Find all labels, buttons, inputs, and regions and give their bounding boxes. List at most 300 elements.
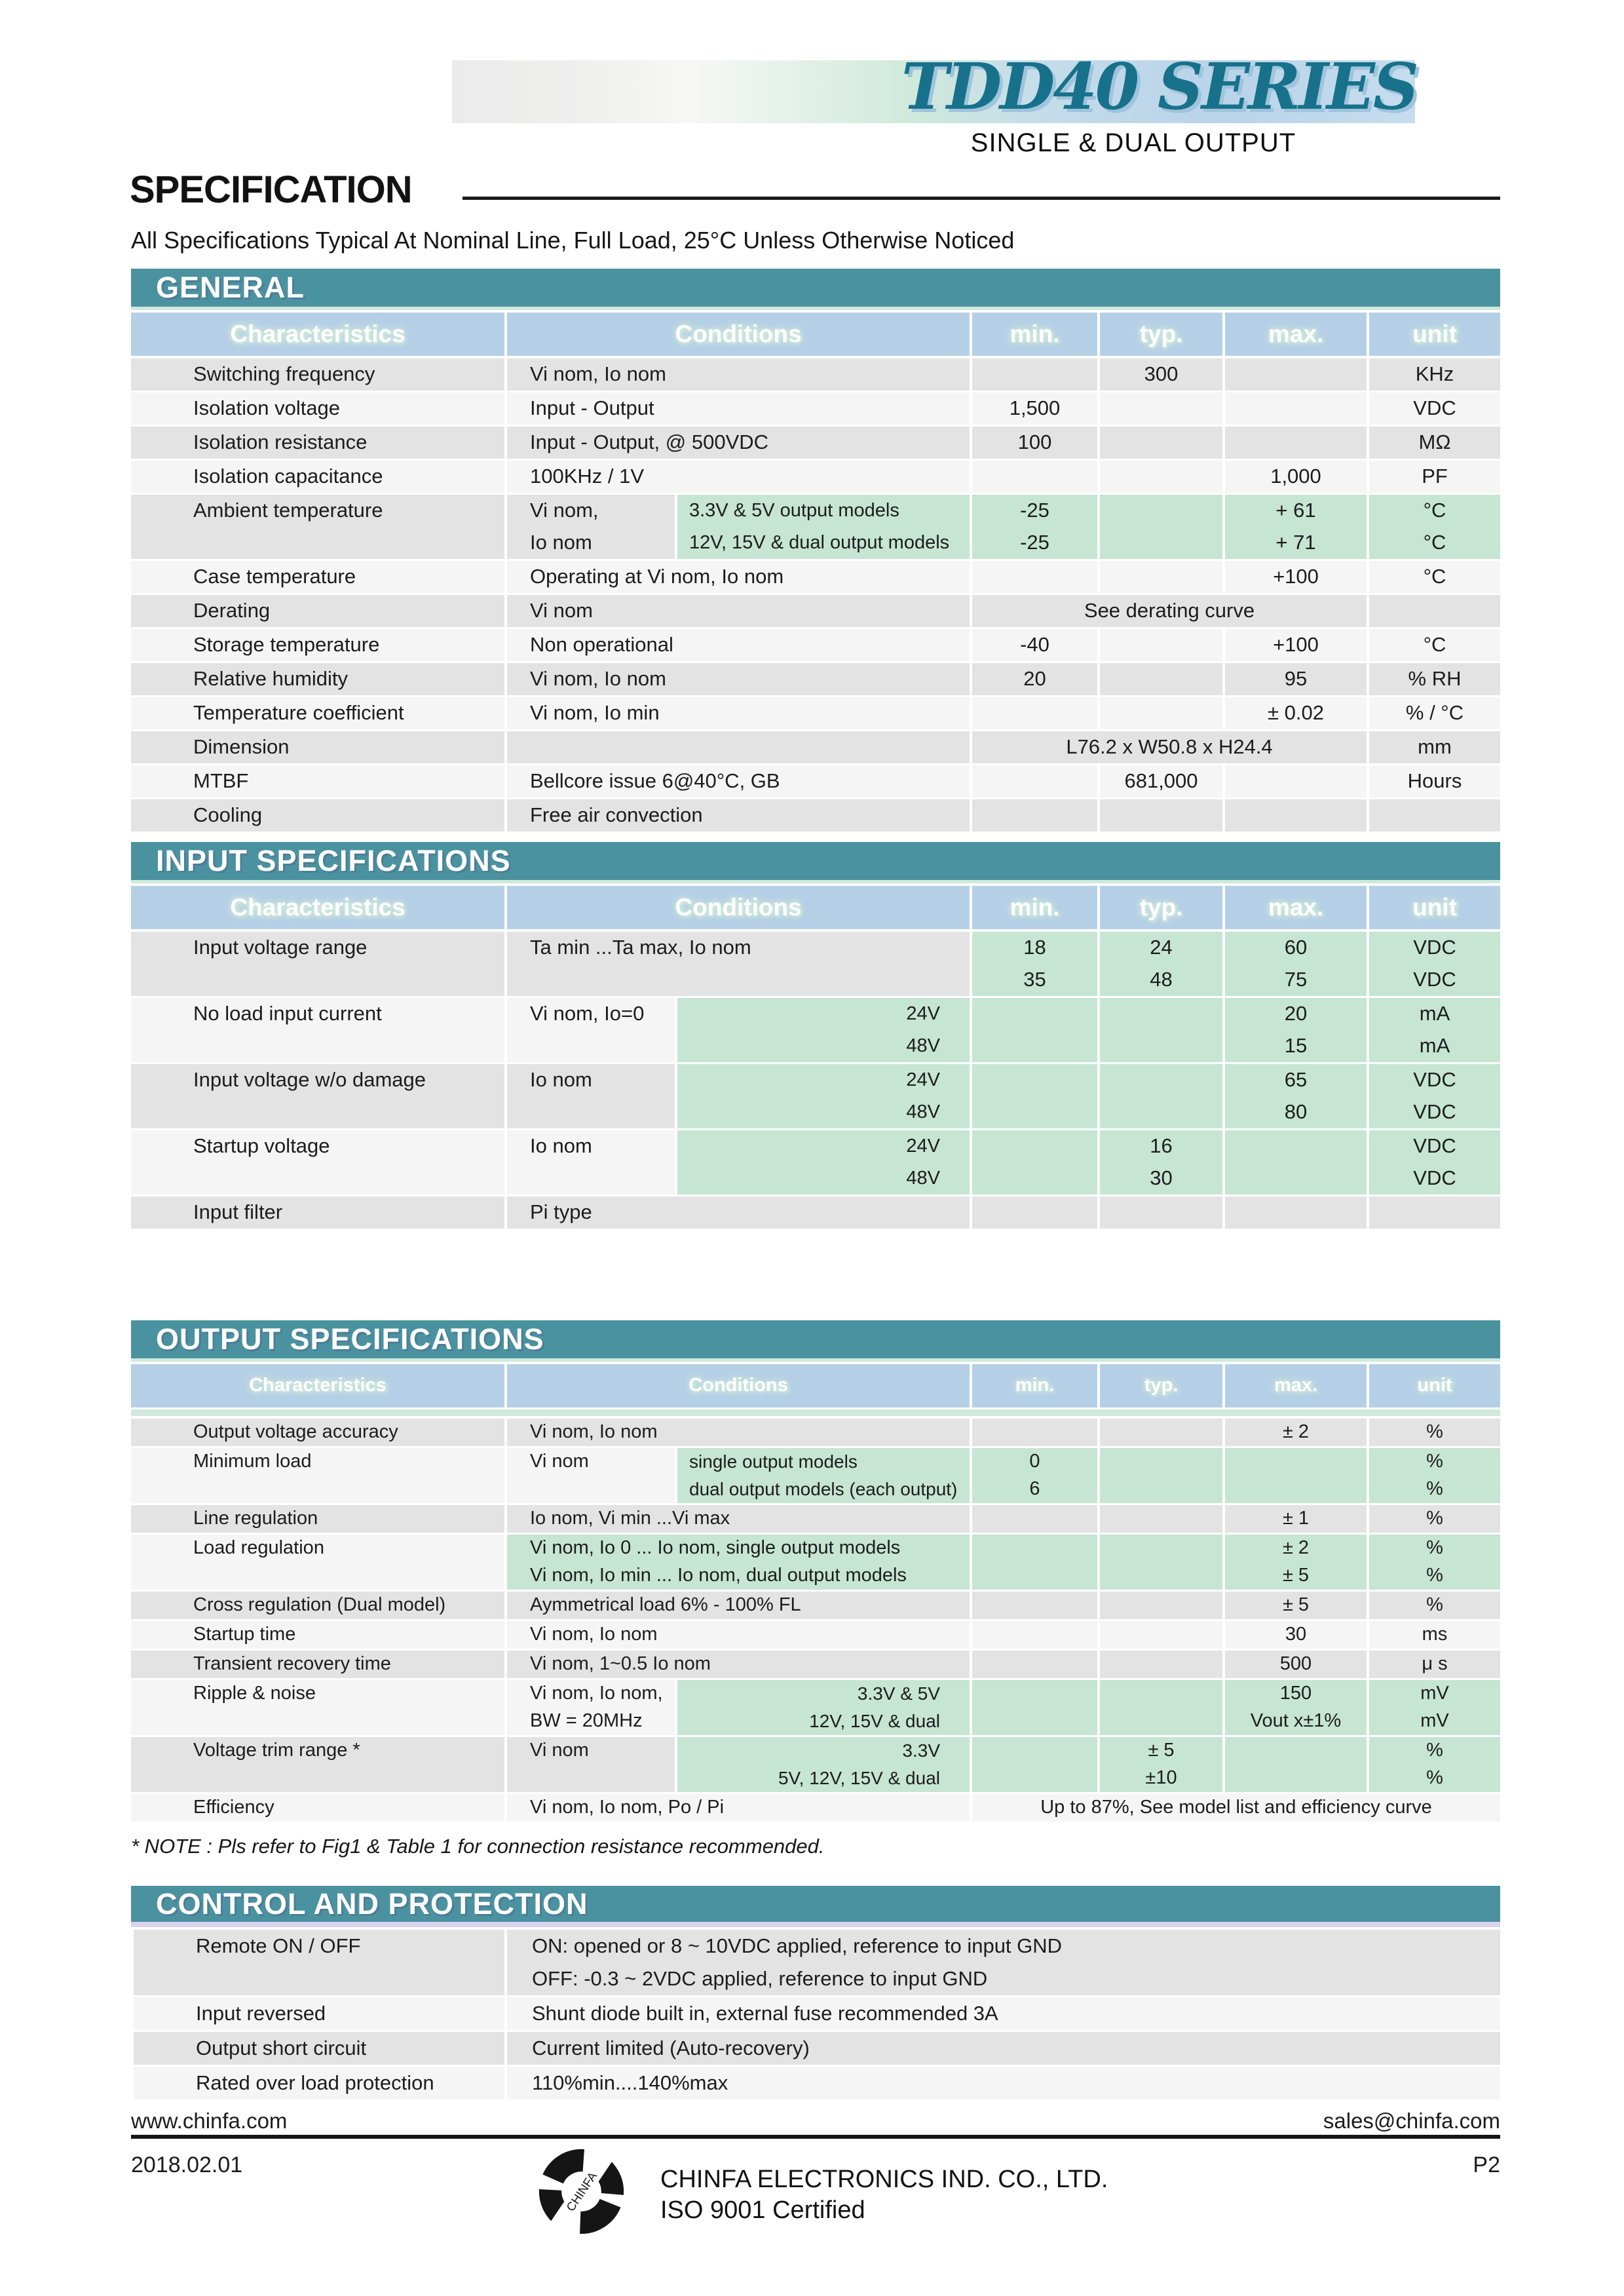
row-label: Output voltage accuracy (131, 1419, 504, 1446)
row-label: Output short circuit (131, 2032, 504, 2065)
row-description: 110%min....140%max (504, 2067, 1500, 2099)
cell-typ (1097, 1621, 1222, 1649)
cell-min: 1,500 (970, 392, 1097, 425)
row-label: Line regulation (131, 1505, 504, 1533)
cell-typ (1097, 1651, 1222, 1678)
row-condition: Vi nom (504, 1737, 675, 1792)
row-span-value: See derating curve (970, 595, 1367, 627)
cell-min (970, 1096, 1097, 1128)
cell-unit: Hours (1367, 765, 1500, 797)
cell-max: ± 1 (1222, 1505, 1367, 1533)
row-label: Startup voltage (131, 1130, 504, 1195)
cell-min (970, 1621, 1097, 1649)
table-row (131, 358, 1500, 391)
cell-max: 15 (1222, 1030, 1367, 1062)
row-subcondition: 24V (675, 1064, 970, 1096)
decorative-mint-strip (131, 1409, 1500, 1416)
cell-min: 6 (970, 1476, 1097, 1503)
row-span-value: L76.2 x W50.8 x H24.4 (970, 731, 1367, 763)
row-condition: Vi nom (504, 595, 970, 627)
cell-unit (1367, 595, 1500, 627)
table-row (131, 663, 1500, 695)
row-condition: Vi nom, Io nom (504, 495, 675, 559)
row-condition: Vi nom, Io nom (504, 1621, 970, 1649)
footer-rule (131, 2135, 1500, 2139)
cell-max: 75 (1222, 964, 1367, 996)
row-label: Ambient temperature (131, 495, 504, 559)
cell-max (1222, 799, 1367, 832)
cell-max: ± 0.02 (1222, 697, 1367, 729)
table-row (131, 1651, 1500, 1678)
row-label: Input reversed (131, 1997, 504, 2030)
row-condition: Vi nom, Io min (504, 697, 970, 729)
table-row (131, 2067, 1500, 2099)
section-header-input: INPUT SPECIFICATIONS (131, 842, 1500, 883)
cell-typ (1097, 1030, 1222, 1062)
row-condition: Vi nom, Io nom, BW = 20MHz (504, 1680, 675, 1735)
input-specifications-table (131, 842, 1500, 1231)
cell-typ: 300 (1097, 358, 1222, 391)
table-rows (131, 1930, 1500, 2099)
cell-min (970, 1505, 1097, 1533)
row-condition: 100KHz / 1V (504, 461, 970, 493)
cell-min (970, 697, 1097, 729)
row-label: Relative humidity (131, 663, 504, 695)
cell-max: 95 (1222, 663, 1367, 695)
cell-unit: VDC (1367, 392, 1500, 425)
cell-typ (1097, 799, 1222, 832)
cell-unit: % / °C (1367, 697, 1500, 729)
cell-max: 20 (1222, 998, 1367, 1030)
row-label: Minimum load (131, 1448, 504, 1503)
cell-min: 18 (970, 932, 1097, 964)
table-row (131, 1794, 1500, 1822)
logo-text: CHINFA (563, 2169, 600, 2214)
cell-max: 30 (1222, 1621, 1367, 1649)
cell-max: 80 (1222, 1096, 1367, 1128)
cell-unit: °C (1367, 495, 1500, 527)
row-subcondition: 3.3V & 5V output models (675, 495, 970, 527)
row-description: Current limited (Auto-recovery) (504, 2032, 1500, 2065)
cell-unit: VDC (1367, 1130, 1500, 1162)
series-title: TDD40 SERIES (901, 49, 1417, 124)
cell-max: ± 2 (1222, 1419, 1367, 1446)
row-condition: Input - Output, @ 500VDC (504, 427, 970, 459)
cell-max: ± 5 (1222, 1562, 1367, 1590)
cell-max: + 71 (1222, 527, 1367, 559)
footer-certification: ISO 9001 Certified (660, 2196, 865, 2224)
row-label: Cooling (131, 799, 504, 832)
table-row (131, 1621, 1500, 1649)
cell-min (970, 1592, 1097, 1619)
column-header-max: max. (1222, 886, 1367, 929)
chinfa-logo-icon (537, 2144, 626, 2239)
column-header-conditions: Conditions (504, 313, 970, 356)
table-row (131, 697, 1500, 729)
table-row (131, 1419, 1500, 1446)
cell-typ: 48 (1097, 964, 1222, 996)
table-rows (131, 932, 1500, 1229)
column-header-max: max. (1222, 1364, 1367, 1407)
row-label: Isolation resistance (131, 427, 504, 459)
cell-max: ± 5 (1222, 1592, 1367, 1619)
section-header-output: OUTPUT SPECIFICATIONS (131, 1320, 1500, 1362)
cell-typ (1097, 629, 1222, 661)
cell-min: 20 (970, 663, 1097, 695)
cell-unit: % (1367, 1737, 1500, 1765)
row-condition: Pi type (504, 1196, 970, 1229)
table-row (131, 495, 1500, 559)
row-condition: Io nom (504, 1130, 675, 1195)
row-condition: Ta min ...Ta max, Io nom (504, 932, 970, 996)
cell-max (1222, 1765, 1367, 1792)
table-rows (131, 1419, 1500, 1822)
row-subcondition: 48V (675, 1162, 970, 1195)
section-header-control: CONTROL AND PROTECTION (131, 1886, 1500, 1927)
row-condition: Operating at Vi nom, Io nom (504, 561, 970, 593)
cell-typ (1097, 998, 1222, 1030)
cell-max: 500 (1222, 1651, 1367, 1678)
cell-typ: ±10 (1097, 1765, 1222, 1792)
footer-company-name: CHINFA ELECTRONICS IND. CO., LTD. (660, 2166, 1108, 2193)
row-subcondition: 48V (675, 1030, 970, 1062)
cell-max (1222, 427, 1367, 459)
row-subcondition: 5V, 12V, 15V & dual (675, 1765, 970, 1792)
cell-unit (1367, 1196, 1500, 1229)
column-header-min: min. (970, 1364, 1097, 1407)
cell-max: 150 (1222, 1680, 1367, 1708)
row-label: Cross regulation (Dual model) (131, 1592, 504, 1619)
cell-unit: MΩ (1367, 427, 1500, 459)
row-label: Dimension (131, 731, 504, 763)
cell-typ (1097, 427, 1222, 459)
row-label: Rated over load protection (131, 2067, 504, 2099)
cell-unit: °C (1367, 561, 1500, 593)
cell-unit: mV (1367, 1680, 1500, 1708)
cell-max: Vout x±1% (1222, 1708, 1367, 1735)
page-subtitle: All Specifications Typical At Nominal Line, Full Load, 25°C Unless Otherwise Noticed (131, 227, 1015, 254)
column-header-characteristics: Characteristics (131, 886, 504, 929)
row-label: Remote ON / OFF (131, 1930, 504, 1995)
cell-unit: % RH (1367, 663, 1500, 695)
general-table (131, 269, 1500, 833)
cell-max (1222, 1448, 1367, 1476)
row-label: Case temperature (131, 561, 504, 593)
table-row (131, 595, 1500, 627)
column-header-min: min. (970, 886, 1097, 929)
cell-max (1222, 1196, 1367, 1229)
row-subcondition: 12V, 15V & dual (675, 1708, 970, 1735)
table-row (131, 1535, 1500, 1590)
table-row (131, 1448, 1500, 1503)
page-title: SPECIFICATION (130, 168, 412, 211)
cell-typ (1097, 1592, 1222, 1619)
row-label: Isolation capacitance (131, 461, 504, 493)
section-header-general: GENERAL (131, 269, 1500, 310)
cell-max: +100 (1222, 629, 1367, 661)
row-condition: Vi nom, Io 0 ... Io nom, single output models (504, 1535, 970, 1562)
table-row (131, 1064, 1500, 1128)
cell-typ: 30 (1097, 1162, 1222, 1195)
row-label: Voltage trim range * (131, 1737, 504, 1792)
row-condition: Vi nom, Io min ... Io nom, dual output models (504, 1562, 970, 1590)
cell-max (1222, 1476, 1367, 1503)
cell-max (1222, 392, 1367, 425)
row-label: Storage temperature (131, 629, 504, 661)
row-condition: Bellcore issue 6@40°C, GB (504, 765, 970, 797)
row-description: Shunt diode built in, external fuse recommended 3A (504, 1997, 1500, 2030)
footer-date: 2018.02.01 (131, 2152, 243, 2177)
cell-typ (1097, 697, 1222, 729)
cell-min (970, 1196, 1097, 1229)
cell-unit: μ s (1367, 1651, 1500, 1678)
row-subcondition: 48V (675, 1096, 970, 1128)
table-row (131, 1196, 1500, 1229)
row-label: Temperature coefficient (131, 697, 504, 729)
cell-typ (1097, 1505, 1222, 1533)
cell-max (1222, 1737, 1367, 1765)
table-row (131, 392, 1500, 425)
cell-typ (1097, 1064, 1222, 1096)
cell-min (970, 1130, 1097, 1162)
table-row (131, 998, 1500, 1062)
cell-unit: mV (1367, 1708, 1500, 1735)
row-condition: Vi nom, Io=0 (504, 998, 675, 1062)
table-row (131, 1997, 1500, 2030)
cell-min (970, 1419, 1097, 1446)
cell-unit: mA (1367, 998, 1500, 1030)
table-row (131, 461, 1500, 493)
column-header-typ: typ. (1097, 313, 1222, 356)
cell-unit: VDC (1367, 1096, 1500, 1128)
cell-typ (1097, 1196, 1222, 1229)
cell-unit: % (1367, 1476, 1500, 1503)
cell-typ (1097, 1562, 1222, 1590)
table-row (131, 2032, 1500, 2065)
cell-min (970, 799, 1097, 832)
cell-max: +100 (1222, 561, 1367, 593)
cell-unit: KHz (1367, 358, 1500, 391)
cell-min (970, 1030, 1097, 1062)
cell-min (970, 1680, 1097, 1708)
cell-max: 60 (1222, 932, 1367, 964)
cell-unit: mA (1367, 1030, 1500, 1062)
table-row (131, 731, 1500, 763)
cell-typ (1097, 495, 1222, 527)
cell-min (970, 1708, 1097, 1735)
row-condition: Vi nom, Io nom (504, 358, 970, 391)
series-subtitle: SINGLE & DUAL OUTPUT (970, 128, 1296, 157)
row-subcondition: 3.3V & 5V (675, 1680, 970, 1708)
control-protection-table (131, 1886, 1500, 2101)
table-row (131, 1592, 1500, 1619)
table-row (131, 561, 1500, 593)
column-header-characteristics: Characteristics (131, 313, 504, 356)
cell-unit: % (1367, 1535, 1500, 1562)
cell-max (1222, 1130, 1367, 1162)
row-label: Input voltage w/o damage (131, 1064, 504, 1128)
row-condition: Vi nom (504, 1448, 675, 1503)
row-condition: Io nom, Vi min ...Vi max (504, 1505, 970, 1533)
cell-min (970, 1765, 1097, 1792)
column-header-unit: unit (1367, 313, 1500, 356)
row-condition (504, 731, 970, 763)
cell-typ (1097, 1708, 1222, 1735)
cell-unit: VDC (1367, 1162, 1500, 1195)
cell-typ: 24 (1097, 932, 1222, 964)
cell-unit: % (1367, 1505, 1500, 1533)
cell-min: -25 (970, 527, 1097, 559)
row-subcondition: single output models (675, 1448, 970, 1476)
cell-unit: VDC (1367, 964, 1500, 996)
row-condition: Aymmetrical load 6% - 100% FL (504, 1592, 970, 1619)
cell-min (970, 1535, 1097, 1562)
cell-unit: % (1367, 1592, 1500, 1619)
cell-typ (1097, 392, 1222, 425)
footer-email: sales@chinfa.com (1323, 2109, 1500, 2133)
row-condition: Vi nom, Io nom, Po / Pi (504, 1794, 970, 1822)
row-subcondition: dual output models (each output) (675, 1476, 970, 1503)
cell-unit: mm (1367, 731, 1500, 763)
cell-min: 0 (970, 1448, 1097, 1476)
cell-unit: % (1367, 1448, 1500, 1476)
row-subcondition: 24V (675, 1130, 970, 1162)
cell-min (970, 461, 1097, 493)
row-label: Input filter (131, 1196, 504, 1229)
cell-min: 35 (970, 964, 1097, 996)
table-row (131, 629, 1500, 661)
row-condition: Input - Output (504, 392, 970, 425)
cell-typ: 681,000 (1097, 765, 1222, 797)
cell-typ (1097, 1419, 1222, 1446)
cell-max (1222, 765, 1367, 797)
column-header-conditions: Conditions (504, 886, 970, 929)
cell-typ (1097, 1476, 1222, 1503)
row-subcondition: 3.3V (675, 1737, 970, 1765)
cell-unit: PF (1367, 461, 1500, 493)
row-label: Load regulation (131, 1535, 504, 1590)
row-label: Startup time (131, 1621, 504, 1649)
column-header-max: max. (1222, 313, 1367, 356)
row-condition: Vi nom, 1~0.5 Io nom (504, 1651, 970, 1678)
note-text: * NOTE : Pls refer to Fig1 & Table 1 for connection resistance recommended. (131, 1835, 825, 1858)
cell-unit: ms (1367, 1621, 1500, 1649)
cell-max: + 61 (1222, 495, 1367, 527)
footer-links-row (131, 2109, 1500, 2133)
cell-unit: VDC (1367, 932, 1500, 964)
table-row (131, 799, 1500, 832)
cell-unit: % (1367, 1419, 1500, 1446)
cell-typ (1097, 561, 1222, 593)
row-label: Transient recovery time (131, 1651, 504, 1678)
cell-unit: °C (1367, 527, 1500, 559)
column-header-typ: typ. (1097, 886, 1222, 929)
cell-typ (1097, 1448, 1222, 1476)
row-label: Derating (131, 595, 504, 627)
table-row (131, 1737, 1500, 1792)
cell-min (970, 1162, 1097, 1195)
cell-min: -25 (970, 495, 1097, 527)
column-header-unit: unit (1367, 886, 1500, 929)
row-description: ON: opened or 8 ~ 10VDC applied, reference to input GND OFF: -0.3 ~ 2VDC applied, reference to input GND (504, 1930, 1500, 1995)
cell-min (970, 1562, 1097, 1590)
row-label: Input voltage range (131, 932, 504, 996)
cell-typ: ± 5 (1097, 1737, 1222, 1765)
column-header-row (131, 313, 1500, 356)
footer-website: www.chinfa.com (131, 2109, 288, 2133)
row-condition: Vi nom, Io nom (504, 663, 970, 695)
cell-typ (1097, 663, 1222, 695)
cell-min (970, 561, 1097, 593)
cell-min (970, 765, 1097, 797)
cell-typ (1097, 461, 1222, 493)
cell-typ (1097, 527, 1222, 559)
cell-unit: % (1367, 1562, 1500, 1590)
cell-max (1222, 358, 1367, 391)
cell-unit: °C (1367, 629, 1500, 661)
table-row (131, 932, 1500, 996)
row-subcondition: 12V, 15V & dual output models (675, 527, 970, 559)
row-condition: Non operational (504, 629, 970, 661)
table-row (131, 765, 1500, 797)
row-subcondition: 24V (675, 998, 970, 1030)
cell-max: ± 2 (1222, 1535, 1367, 1562)
cell-min (970, 998, 1097, 1030)
row-label: No load input current (131, 998, 504, 1062)
table-row (131, 1680, 1500, 1735)
cell-min (970, 1651, 1097, 1678)
column-header-min: min. (970, 313, 1097, 356)
table-rows (131, 358, 1500, 832)
row-condition: Io nom (504, 1064, 675, 1128)
row-label: MTBF (131, 765, 504, 797)
column-header-conditions: Conditions (504, 1364, 970, 1407)
cell-max: 1,000 (1222, 461, 1367, 493)
table-row (131, 1930, 1500, 1995)
row-condition: Free air convection (504, 799, 970, 832)
output-specifications-table (131, 1320, 1500, 1824)
row-label: Ripple & noise (131, 1680, 504, 1735)
row-label: Switching frequency (131, 358, 504, 391)
cell-typ (1097, 1535, 1222, 1562)
cell-min (970, 1737, 1097, 1765)
cell-typ: 16 (1097, 1130, 1222, 1162)
row-label: Isolation voltage (131, 392, 504, 425)
footer-page-number: P2 (1473, 2152, 1500, 2177)
row-span-value: Up to 87%, See model list and efficiency curve (970, 1794, 1500, 1822)
table-row (131, 427, 1500, 459)
row-label: Efficiency (131, 1794, 504, 1822)
cell-typ (1097, 1096, 1222, 1128)
column-header-characteristics: Characteristics (131, 1364, 504, 1407)
cell-min: 100 (970, 427, 1097, 459)
column-header-unit: unit (1367, 1364, 1500, 1407)
cell-unit: VDC (1367, 1064, 1500, 1096)
cell-max: 65 (1222, 1064, 1367, 1096)
cell-min: -40 (970, 629, 1097, 661)
row-condition: Vi nom, Io nom (504, 1419, 970, 1446)
cell-unit (1367, 799, 1500, 832)
cell-unit: % (1367, 1765, 1500, 1792)
column-header-row (131, 1364, 1500, 1407)
cell-typ (1097, 1680, 1222, 1708)
table-row (131, 1505, 1500, 1533)
table-row (131, 1130, 1500, 1195)
column-header-typ: typ. (1097, 1364, 1222, 1407)
cell-min (970, 358, 1097, 391)
column-header-row (131, 886, 1500, 929)
cell-max (1222, 1162, 1367, 1195)
